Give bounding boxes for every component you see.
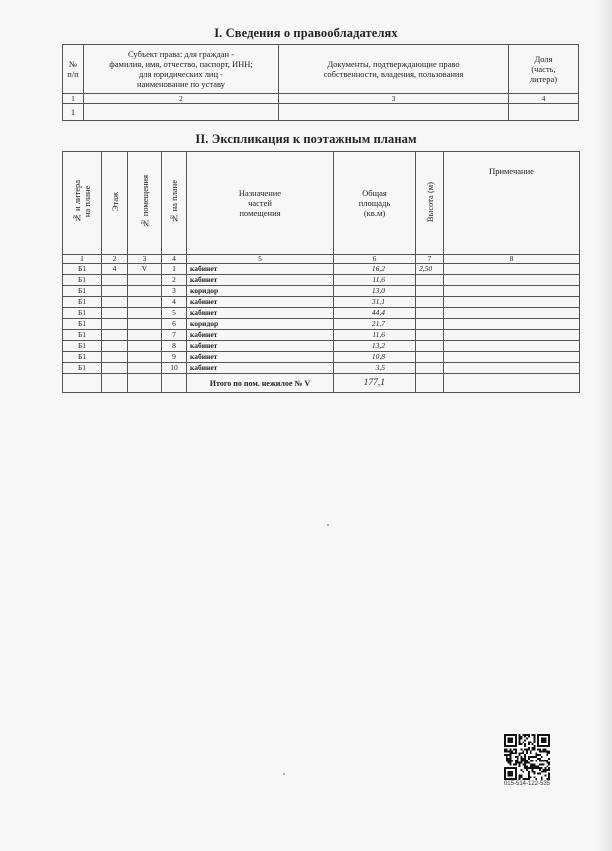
total-empty <box>416 374 444 393</box>
total-label: Итого по пом. нежилое № V <box>187 374 334 393</box>
row-note <box>444 363 580 374</box>
row-note <box>444 308 580 319</box>
row-plan-no: 4 <box>162 297 187 308</box>
expl-header-room: № помещения <box>128 152 162 255</box>
total-empty <box>63 374 102 393</box>
row-room <box>128 297 162 308</box>
page-edge-shadow <box>594 0 612 851</box>
owners-header-subject: Субъект права: для граждан - фамилия, имя, отчество, паспорт, ИНН; для юридических лиц - наименование по уставу <box>84 45 279 94</box>
row-litera: Б1 <box>63 275 102 286</box>
row-floor <box>102 330 128 341</box>
row-plan-no: 2 <box>162 275 187 286</box>
row-note <box>444 264 580 275</box>
row-height <box>416 352 444 363</box>
expl-header-purpose: Назначение частей помещения <box>187 152 334 255</box>
row-height <box>416 286 444 297</box>
row-purpose: кабинет <box>187 330 334 341</box>
row-floor: 4 <box>102 264 128 275</box>
row-purpose: кабинет <box>187 275 334 286</box>
row-height <box>416 341 444 352</box>
qr-code-number: 015-514-122-535 <box>503 781 551 787</box>
owners-row-subject <box>84 104 279 121</box>
section1-title: I. Сведения о правообладателях <box>214 26 398 40</box>
scan-speck <box>327 524 329 526</box>
row-area: 3,5 <box>334 363 416 374</box>
row-litera: Б1 <box>63 352 102 363</box>
owners-header-no: № п/п <box>63 45 84 94</box>
expl-colnum: 8 <box>444 255 580 264</box>
row-area: 11,6 <box>334 330 416 341</box>
row-room <box>128 352 162 363</box>
row-purpose: кабинет <box>187 264 334 275</box>
section2-title: II. Экспликация к поэтажным планам <box>195 132 417 146</box>
row-plan-no: 1 <box>162 264 187 275</box>
expl-colnum: 4 <box>162 255 187 264</box>
expl-header-floor: Этаж <box>102 152 128 255</box>
table-row <box>63 319 580 330</box>
row-height: 2,50 <box>416 264 444 275</box>
row-purpose: кабинет <box>187 341 334 352</box>
expl-colnum: 1 <box>63 255 102 264</box>
row-height <box>416 363 444 374</box>
row-floor <box>102 363 128 374</box>
row-litera: Б1 <box>63 341 102 352</box>
row-floor <box>102 297 128 308</box>
owners-colnum: 1 <box>63 94 84 104</box>
row-purpose: кабинет <box>187 363 334 374</box>
row-plan-no: 5 <box>162 308 187 319</box>
expl-colnum: 2 <box>102 255 128 264</box>
row-area: 10,8 <box>334 352 416 363</box>
expl-header-note: Примечание <box>444 152 580 255</box>
row-area: 31,1 <box>334 297 416 308</box>
row-area: 13,2 <box>334 341 416 352</box>
row-height <box>416 319 444 330</box>
row-floor <box>102 275 128 286</box>
owners-header-documents: Документы, подтверждающие право собственности, владения, пользования <box>279 45 509 94</box>
row-room <box>128 363 162 374</box>
total-empty <box>102 374 128 393</box>
row-plan-no: 9 <box>162 352 187 363</box>
row-note <box>444 352 580 363</box>
row-plan-no: 6 <box>162 319 187 330</box>
owners-colnum: 3 <box>279 94 509 104</box>
table-row <box>63 275 580 286</box>
expl-header-litera: № и литера на плане <box>63 152 102 255</box>
expl-colnum: 3 <box>128 255 162 264</box>
row-floor <box>102 341 128 352</box>
table-row <box>63 330 580 341</box>
row-purpose: кабинет <box>187 352 334 363</box>
expl-colnum: 6 <box>334 255 416 264</box>
row-note <box>444 319 580 330</box>
table-row <box>63 352 580 363</box>
row-floor <box>102 286 128 297</box>
row-area: 21,7 <box>334 319 416 330</box>
table-row <box>63 297 580 308</box>
row-room <box>128 286 162 297</box>
total-empty <box>444 374 580 393</box>
owners-row-no: 1 <box>63 104 84 121</box>
owners-row-documents <box>279 104 509 121</box>
row-litera: Б1 <box>63 264 102 275</box>
total-empty <box>162 374 187 393</box>
row-litera: Б1 <box>63 297 102 308</box>
row-area: 11,6 <box>334 275 416 286</box>
qr-code-icon <box>504 734 550 780</box>
row-area: 44,4 <box>334 308 416 319</box>
owners-header-share: Доля (часть, литера) <box>509 45 579 94</box>
owners-colnum: 4 <box>509 94 579 104</box>
row-note <box>444 297 580 308</box>
row-area: 13,0 <box>334 286 416 297</box>
row-litera: Б1 <box>63 286 102 297</box>
table-row <box>63 264 580 275</box>
row-purpose: кабинет <box>187 308 334 319</box>
row-room <box>128 275 162 286</box>
row-litera: Б1 <box>63 319 102 330</box>
row-purpose: коридор <box>187 286 334 297</box>
row-area: 16,2 <box>334 264 416 275</box>
row-room <box>128 319 162 330</box>
row-room: V <box>128 264 162 275</box>
row-height <box>416 297 444 308</box>
explication-table <box>62 151 580 393</box>
row-note <box>444 286 580 297</box>
row-note <box>444 275 580 286</box>
table-row <box>63 341 580 352</box>
row-room <box>128 341 162 352</box>
row-floor <box>102 308 128 319</box>
table-row <box>63 286 580 297</box>
row-plan-no: 8 <box>162 341 187 352</box>
scan-speck <box>283 773 285 775</box>
row-plan-no: 3 <box>162 286 187 297</box>
row-room <box>128 308 162 319</box>
row-height <box>416 275 444 286</box>
row-note <box>444 330 580 341</box>
expl-header-area: Общая площадь (кв.м) <box>334 152 416 255</box>
row-litera: Б1 <box>63 308 102 319</box>
owners-row-share <box>509 104 579 121</box>
row-floor <box>102 352 128 363</box>
expl-header-height: Высота (м) <box>416 152 444 255</box>
expl-header-plan-no: № на плане <box>162 152 187 255</box>
total-empty <box>128 374 162 393</box>
row-note <box>444 341 580 352</box>
total-area: 177,1 <box>334 374 416 393</box>
row-litera: Б1 <box>63 330 102 341</box>
row-purpose: кабинет <box>187 297 334 308</box>
expl-colnum: 7 <box>416 255 444 264</box>
owners-colnum: 2 <box>84 94 279 104</box>
table-row <box>63 308 580 319</box>
row-purpose: коридор <box>187 319 334 330</box>
row-plan-no: 10 <box>162 363 187 374</box>
row-floor <box>102 319 128 330</box>
row-litera: Б1 <box>63 363 102 374</box>
table-row <box>63 363 580 374</box>
owners-table <box>62 44 579 121</box>
expl-colnum: 5 <box>187 255 334 264</box>
row-height <box>416 308 444 319</box>
row-room <box>128 330 162 341</box>
row-plan-no: 7 <box>162 330 187 341</box>
row-height <box>416 330 444 341</box>
